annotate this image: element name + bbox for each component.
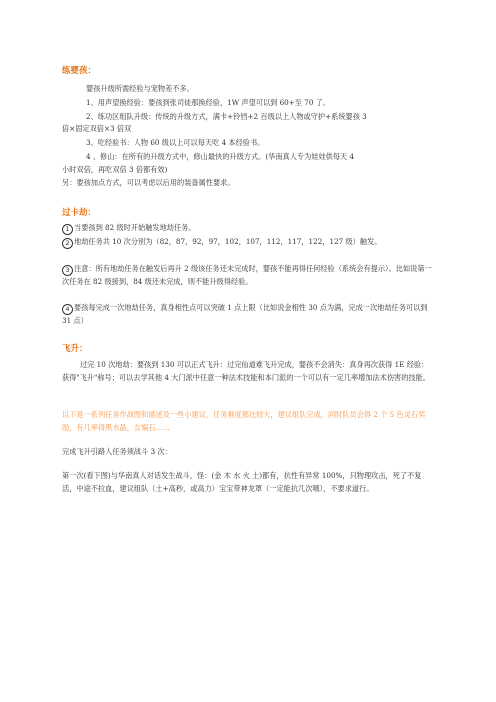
circled-number: 4: [62, 304, 73, 315]
list-item: [62, 236, 434, 249]
circled-number: 3: [62, 265, 73, 276]
list-item-text: 要孩每完成一次地劫任务，真身相性点可以突破 1 点上限（比如说金相性 30 点为满，完成一次地劫任务可以到 31 点）: [62, 303, 428, 325]
note-paragraph: 以下是一系列任务作战图和描述及一些小建议，任务难度都比较大，建议组队完成，同时队员会得 2 个 5 色灵石奖励，有几率得黑水晶，女娲石……: [62, 410, 426, 432]
list-item: [62, 263, 434, 289]
section-heading-baby-training: 练婴孩：: [62, 66, 97, 76]
text-line: 1、用声望换经验：要孩到张司徒那换经验，1W 声望可以到 60+至 70 了。: [86, 98, 331, 107]
list-item-text: 注意：所有地劫任务在触发后再升 2 级该任务还未完成时，婴孩不能再得任何经验（系统会有提示）。比如说第一次任务在 82 级接到，84 级还未完成，则不能升级得经验。: [62, 264, 432, 286]
text-line: 完成飞升引路人任务须战斗 3 次：: [62, 447, 172, 456]
section-heading-ascension: 飞升：: [62, 344, 88, 354]
text-line: 倍×固定双倍×3 倍双: [62, 124, 132, 133]
paragraph: 过完 10 次地劫：要孩到 130 可以正式飞升：过完仙道难飞升完成，婴孩不会消失：真身再次获得 1E 经验：获得"飞升"称号；可以去学其他 4 大门派中任意一种法术技能和本门派的一个可以有一定几率增加法术伤害的技能。: [62, 360, 430, 382]
text-line: 另：要孩加点方式，可以考虑以后用的装备属性要求。: [62, 178, 235, 187]
list-item: [62, 302, 434, 328]
list-item-text: 当要孩到 82 级时开始触发地劫任务。: [74, 223, 196, 232]
section-heading-tribulation: 过卡劫：: [62, 208, 97, 218]
list-item: [62, 222, 434, 235]
circled-number: 1: [62, 224, 73, 235]
text-line: 小时双倍，再吃双倍 3 倍都有效): [62, 165, 168, 174]
text-line: 4 、修山：在所有的升级方式中，修山最快的升级方式。(华南真人专为娃娃供每天 4: [86, 152, 355, 161]
text-line: 婴孩升级所需经验与宠物差不多。: [86, 84, 194, 93]
paragraph: 第一次(看下图)与华南真人对话发生战斗，怪：(金 木 水 火 土)都有，抗性有异常 100%，只物理攻击，死了不复活，中途不拉血，建议组队（土+高秒，或高力）宝宝带神龙罩（一定能抗几次哦），不要求道行。: [62, 471, 422, 493]
text-line: 2、练功区组队升级：传统的升级方式，满卡+铃铛+2 百级以上人物或守护+系统婴孩 3: [86, 112, 367, 121]
text-line: 3、吃经验书：人物 60 级以上可以每天吃 4 本经验书。: [86, 138, 265, 147]
circled-number: 2: [62, 238, 73, 249]
list-item-text: 地劫任务共 10 次分别为（82，87，92，97，102，107，112，117，122，127 级）触发。: [74, 237, 382, 246]
